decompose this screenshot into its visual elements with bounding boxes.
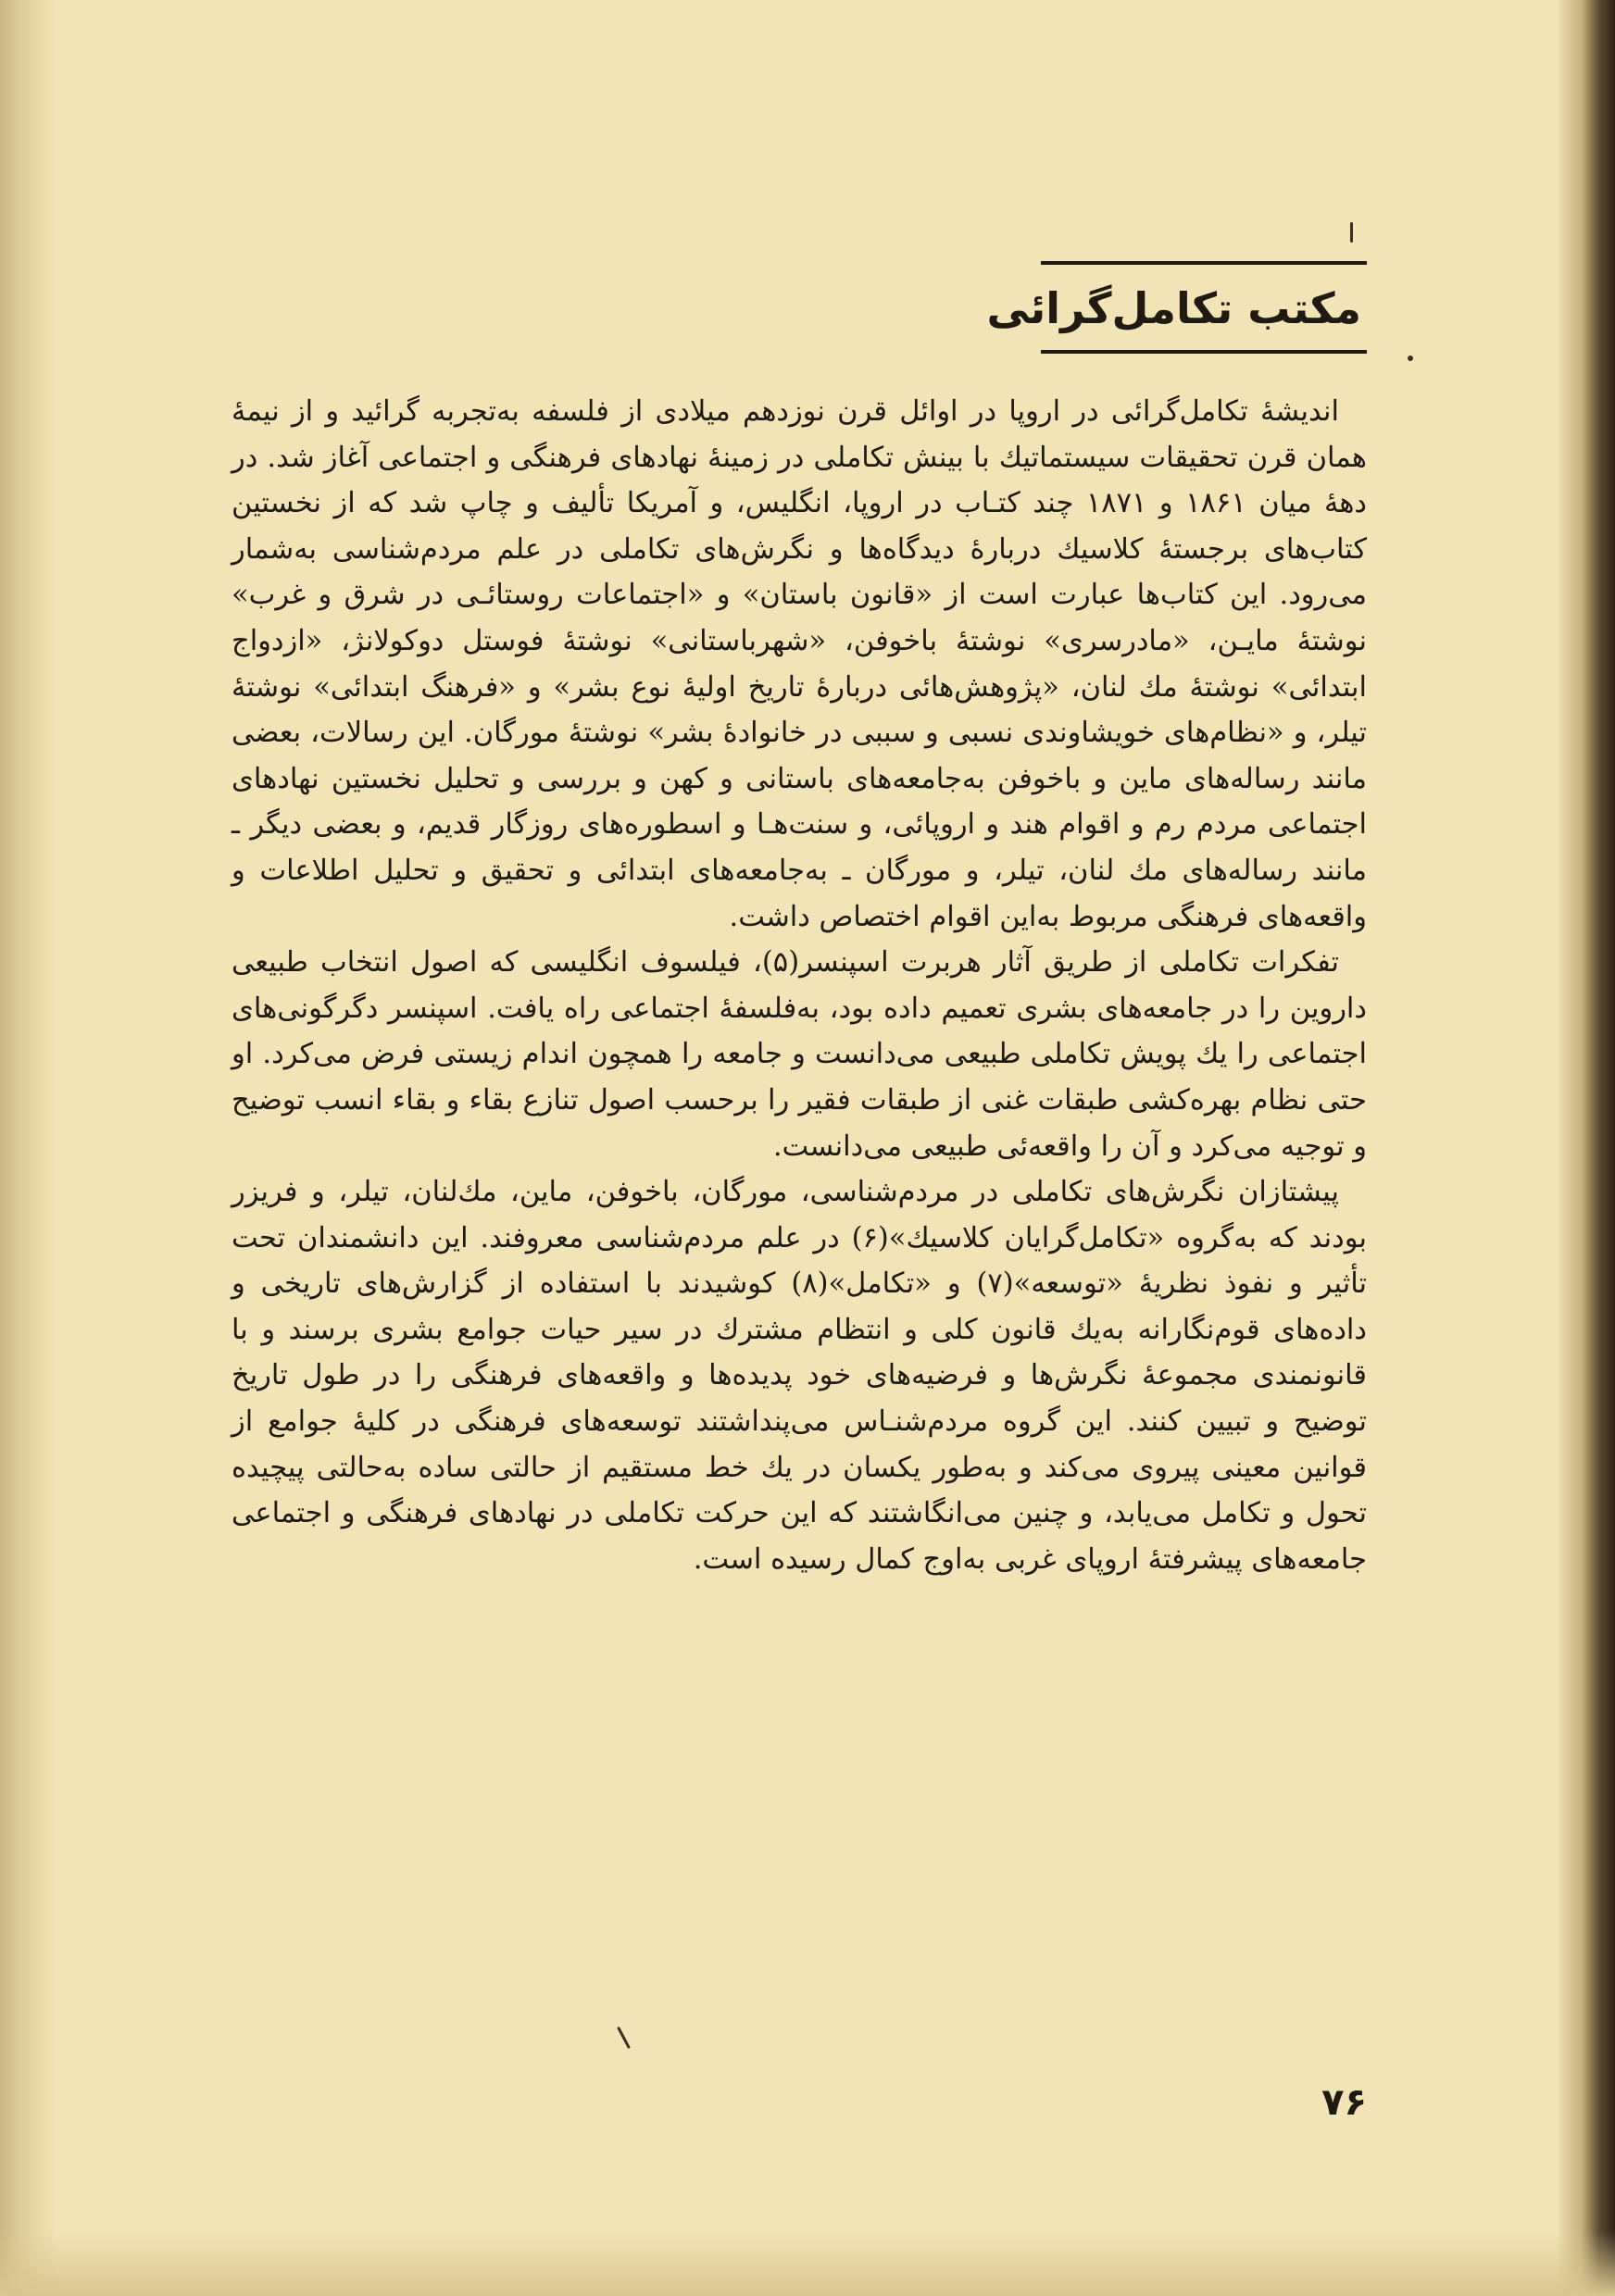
section-heading-block (986, 261, 1367, 354)
page-content (232, 0, 1367, 2296)
page-left-edge (0, 0, 54, 2296)
page-binding-shadow (1558, 0, 1615, 2296)
paragraph-2: تفکرات تکاملی از طریق آثار هربرت اسپنسر(۵)، فیلسوف انگلیسی که اصول انتخاب طبیعی داروین را در جامعه‌های بشری تعمیم داده بود، به‌فلسفهٔ اجتماعی راه یافت. اسپنسر دگرگونی‌های اجتماعی را یك پویش تکاملی طبیعی می‌دانست و جامعه را همچون اندام زیستی فرض می‌کرد. او حتی نظام بهره‌کشی طبقات غنی از طبقات فقیر را برحسب اصول تنازع بقاء و بقاء انسب توضیح و توجیه می‌کرد و آن را واقعه‌ئی طبیعی می‌دانست. (232, 946, 1367, 1163)
paragraph-3: پیشتازان نگرش‌های تکاملی در مردم‌شناسی، مورگان، باخوفن، ماین، مك‌لنان، تیلر، و فریزر بودند که به‌گروه «تکامل‌گرایان کلاسیك»(۶) در علم مردم‌شناسی معروفند. این دانشمندان تحت تأثیر و نفوذ نظریهٔ «توسعه»(۷) و «تکامل»(۸) کوشیدند با استفاده از گزارش‌های تاریخی و داده‌های قوم‌نگارانه به‌یك قانون کلی و انتظام مشترك در سیر حیات جوامع بشری برسند و با قانونمندی مجموعهٔ نگرش‌ها و فرضیه‌های خود پدیده‌ها و واقعه‌های فرهنگی را در طول تاریخ توضیح و تبیین کنند. این گروه مردم‌شنـاس می‌پنداشتند توسعه‌های فرهنگی در کلیهٔ جوامع از قوانین معینی پیروی می‌کند و به‌طور یکسان در یك خط مستقیم از حالتی ساده به‌حالتی پیچیده تحول و تکامل می‌یابد، و چنین می‌انگاشتند که این حرکت تکاملی در نهادهای فرهنگی و اجتماعی جامعه‌های پیشرفتهٔ اروپای غربی به‌اوج کمال رسیده است. (232, 1176, 1367, 1576)
ink-mark (1408, 356, 1413, 361)
body-text (232, 389, 1367, 1582)
paragraph-1: اندیشهٔ تکامل‌گرائی در اروپا در اوائل قرن نوزدهم میلادی از فلسفه به‌تجربه گرائید و از نیمهٔ همان قرن تحقیقات سیستماتیك با بینش تکاملی در زمینهٔ نهادهای فرهنگی و اجتماعی آغاز شد. در دههٔ میان ۱۸۶۱ و ۱۸۷۱ چند کتـاب در اروپا، انگلیس، و آمریکا تألیف و چاپ شد که از نخستین کتاب‌های برجستهٔ کلاسیك دربارهٔ دیدگاه‌ها و نگرش‌های تکاملی در علم مردم‌شناسی به‌شمار می‌رود. این کتاب‌ها عبارت است از «قانون باستان» و «اجتماعات روستائـی در شرق و غرب» نوشتهٔ مایـن، «مادرسری» نوشتهٔ باخوفن، «شهرباستانی» نوشتهٔ فوستل دوکولانژ، «ازدواج ابتدائی» نوشتهٔ مك لنان، «پژوهش‌هائی دربارهٔ تاریخ اولیهٔ نوع بشر» و «فرهنگ ابتدائی» نوشتهٔ تیلر، و «نظام‌های خویشاوندی نسبی و سببی در خانوادهٔ بشر» نوشتهٔ مورگان. این رسالات، بعضی مانند رساله‌های ماین و باخوفن به‌جامعه‌های باستانی و کهن و بررسی و تحلیل نخستین نهادهای اجتماعی مردم رم و اقوام هند و اروپائی، و سنت‌هـا و اسطوره‌های روزگار قدیم، و بعضی دیگر ـ مانند رساله‌های مك لنان، تیلر، و مورگان ـ به‌جامعه‌های ابتدائی و تحقیق و تحلیل اطلاعات و واقعه‌های فرهنگی مربوط به‌این اقوام اختصاص داشت. (232, 395, 1368, 933)
section-heading: مکتب تکامل‌گرائی (986, 283, 1361, 333)
page-number: ۷۶ (1321, 2081, 1367, 2124)
